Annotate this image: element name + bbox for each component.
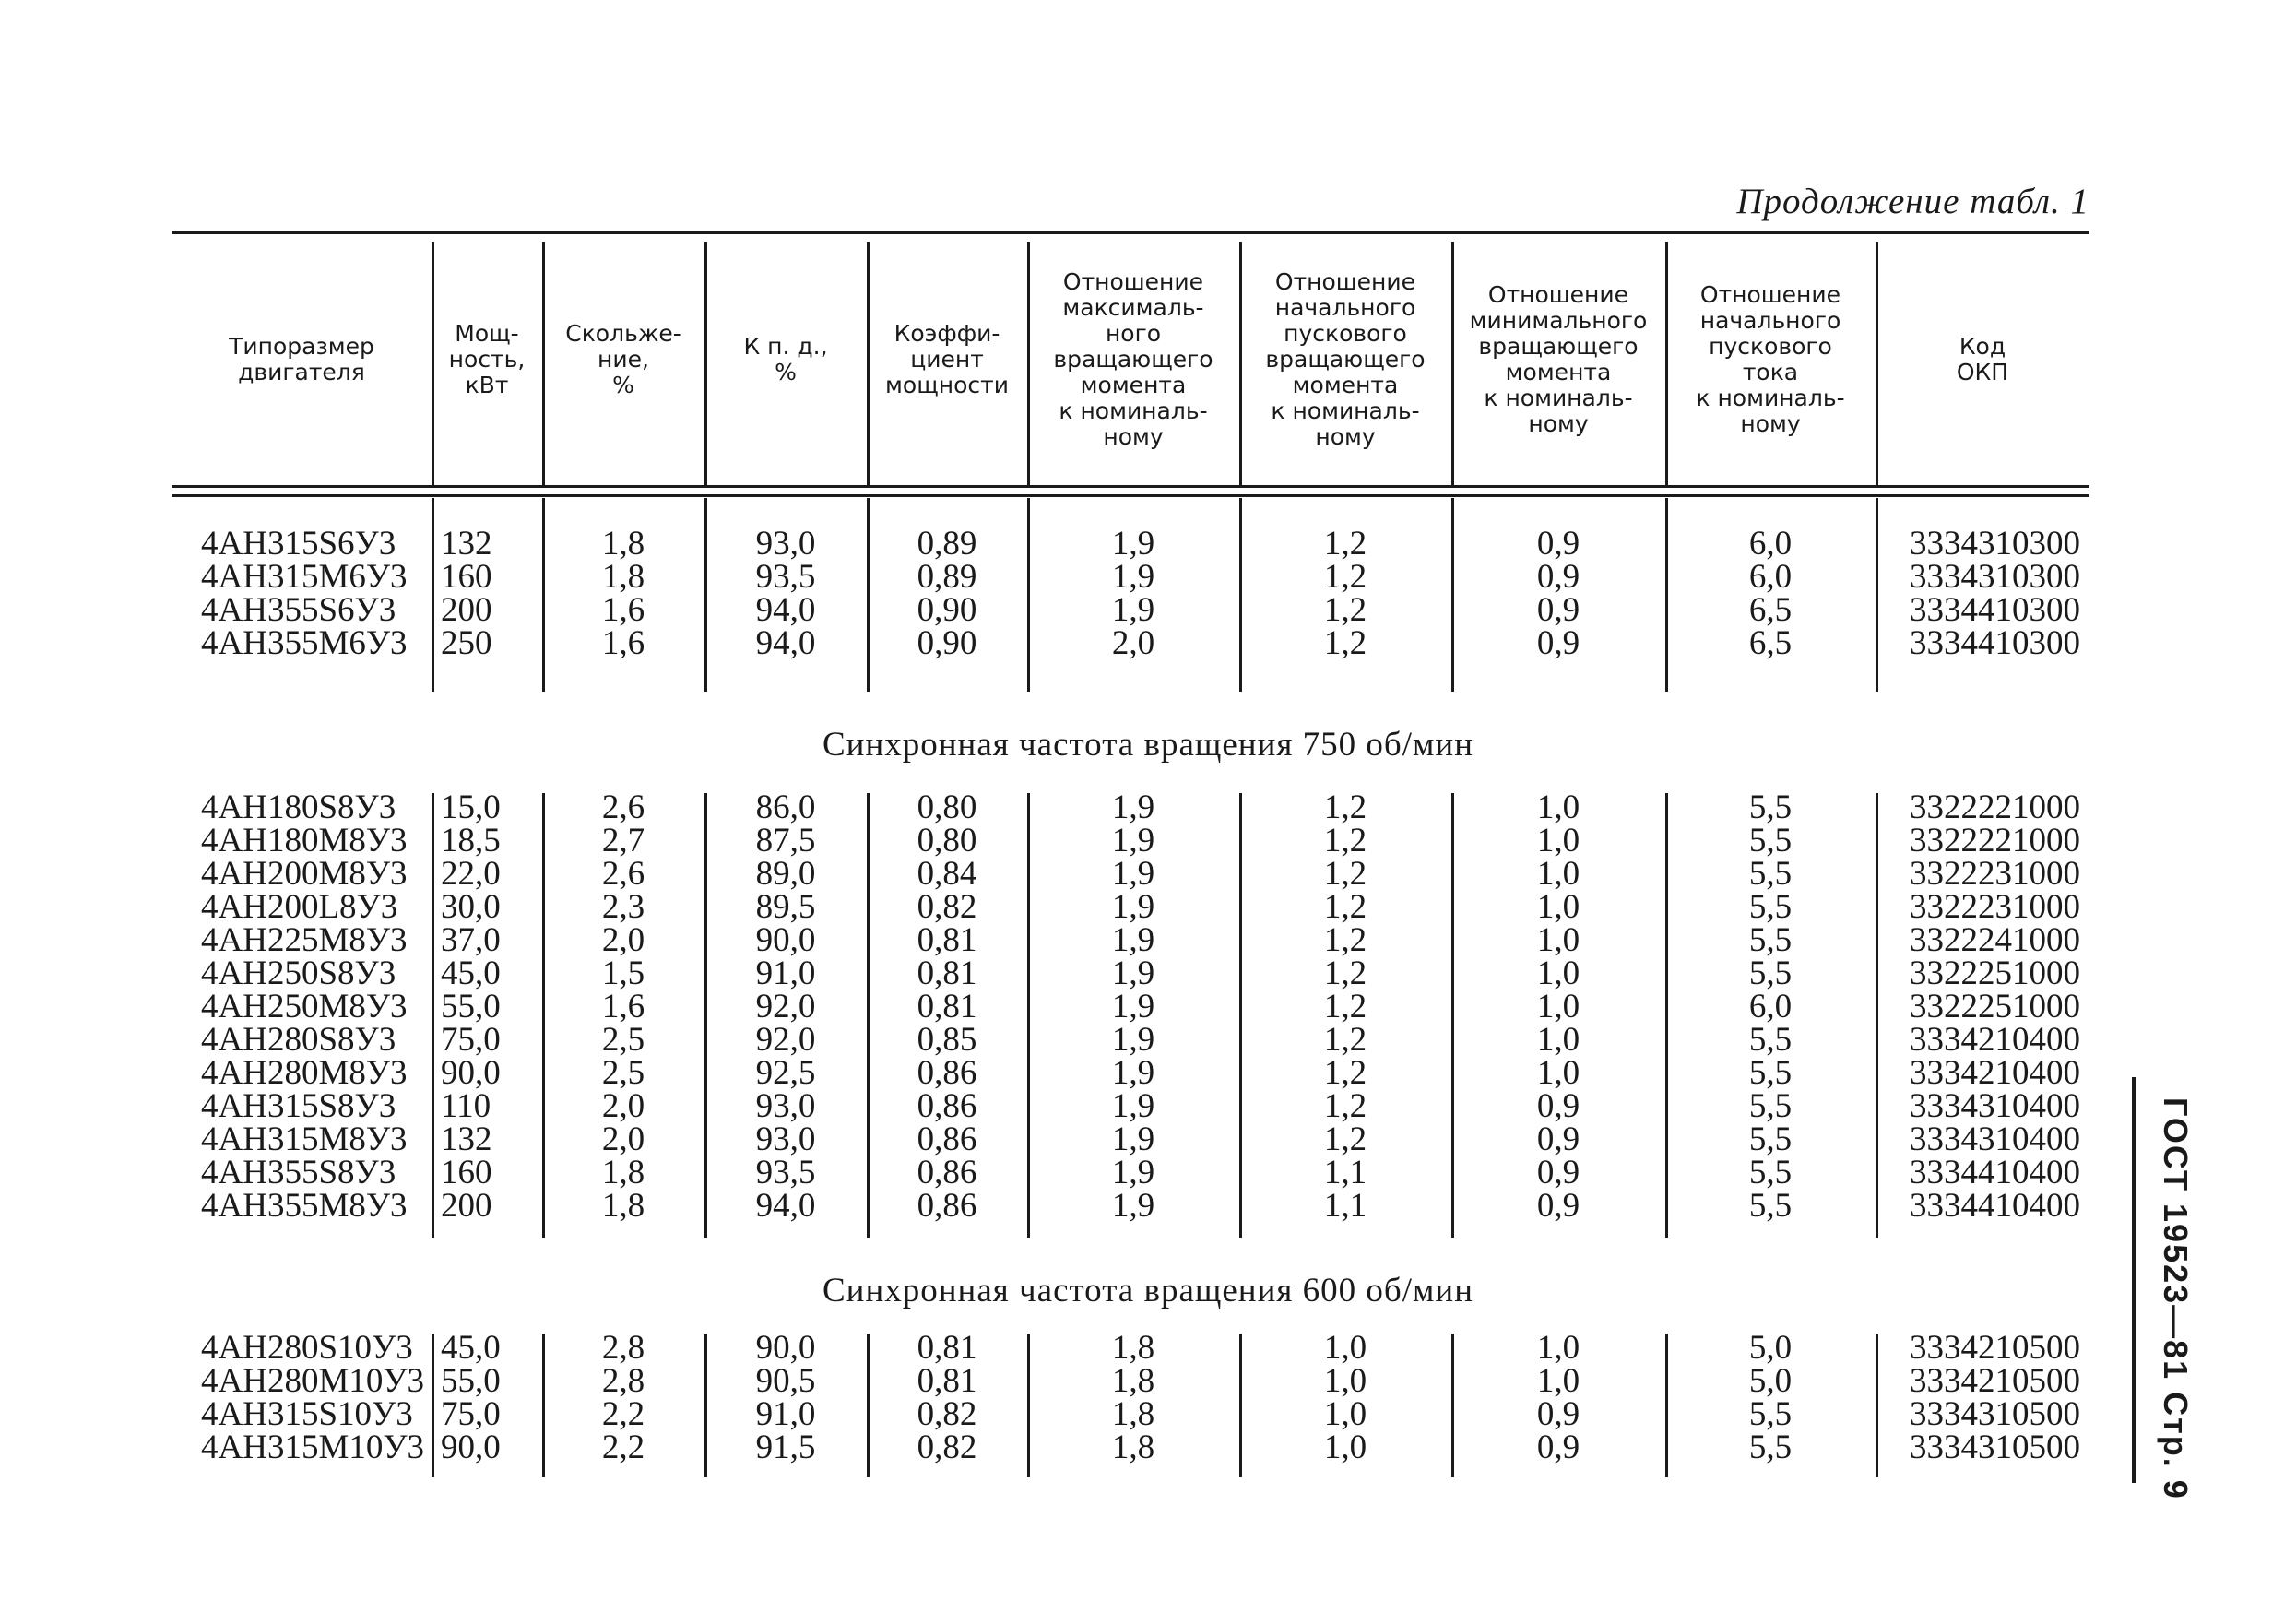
motor-type-cell: 4АН355М8У3	[201, 1187, 408, 1225]
column-divider	[1027, 793, 1030, 1238]
table-cell: 0,82	[917, 1395, 977, 1433]
table-cell: 1,2	[1323, 1054, 1367, 1092]
table-cell: 3334410300	[1910, 624, 2080, 662]
table-cell: 3322241000	[1910, 921, 2080, 959]
table-cell: 1,2	[1323, 1021, 1367, 1059]
table-cell: 5,5	[1748, 822, 1793, 859]
motor-type-cell: 4АН250S8У3	[201, 954, 396, 992]
table-cell: 1,6	[601, 591, 645, 629]
table-cell: 1,2	[1323, 954, 1367, 992]
column-divider	[1451, 793, 1454, 1238]
table-cell: 1,0	[1536, 1021, 1580, 1059]
table-cell: 1,2	[1323, 921, 1367, 959]
table-cell: 0,89	[917, 525, 977, 563]
column-header	[542, 234, 704, 485]
table-cell: 2,3	[601, 888, 645, 926]
table-cell: 89,0	[755, 855, 816, 893]
column-divider	[542, 498, 545, 692]
column-divider	[1876, 242, 1878, 485]
table-cell: 93,0	[755, 1120, 816, 1158]
table-cell: 5,5	[1748, 1021, 1793, 1059]
column-header-label: Отношение максималь- ного вращающего момента к номиналь- ному	[1053, 268, 1213, 450]
table-cell: 3334210500	[1910, 1362, 2080, 1400]
table-cell: 5,5	[1748, 888, 1793, 926]
table-cell: 132	[441, 1120, 492, 1158]
table-cell: 30,0	[441, 888, 501, 926]
table-cell: 45,0	[441, 954, 501, 992]
table-cell: 91,0	[755, 954, 816, 992]
column-header	[867, 234, 1027, 485]
column-divider	[1239, 242, 1242, 485]
table-cell: 0,9	[1536, 1187, 1580, 1225]
table-cell: 0,85	[917, 1021, 977, 1059]
column-header-label: Типоразмер двигателя	[229, 333, 374, 385]
table-cell: 2,0	[601, 1087, 645, 1125]
table-cell: 5,0	[1748, 1329, 1793, 1367]
table-cell: 200	[441, 591, 492, 629]
column-divider	[1027, 242, 1030, 485]
table-cell: 0,81	[917, 1362, 977, 1400]
table-cell: 5,5	[1748, 954, 1793, 992]
table-cell: 1,9	[1111, 1021, 1155, 1059]
table-cell: 1,2	[1323, 822, 1367, 859]
motor-type-cell: 4АН180S8У3	[201, 788, 396, 826]
column-divider	[1451, 1334, 1454, 1477]
table-cell: 3334410300	[1910, 591, 2080, 629]
table-cell: 2,6	[601, 788, 645, 826]
table-cell: 6,0	[1748, 558, 1793, 596]
table-cell: 1,0	[1536, 921, 1580, 959]
motor-type-cell: 4АН280S10У3	[201, 1329, 413, 1367]
table-cell: 1,2	[1323, 1120, 1367, 1158]
table-cell: 5,5	[1748, 1395, 1793, 1433]
table-cell: 86,0	[755, 788, 816, 826]
motor-type-cell: 4АН355S8У3	[201, 1154, 396, 1191]
table-cell: 1,9	[1111, 988, 1155, 1025]
table-cell: 3322251000	[1910, 954, 2080, 992]
column-divider	[1239, 1334, 1242, 1477]
table-cell: 2,0	[601, 1120, 645, 1158]
table-cell: 90,5	[755, 1362, 816, 1400]
gost-page-stamp	[2148, 1097, 2204, 1500]
column-header	[1239, 234, 1451, 485]
table-cell: 3334410400	[1910, 1154, 2080, 1191]
table-cell: 1,2	[1323, 888, 1367, 926]
table-cell: 200	[441, 1187, 492, 1225]
table-cell: 6,5	[1748, 591, 1793, 629]
table-cell: 0,9	[1536, 624, 1580, 662]
table-cell: 3334210400	[1910, 1021, 2080, 1059]
table-cell: 75,0	[441, 1021, 501, 1059]
table-cell: 3322231000	[1910, 888, 2080, 926]
table-cell: 90,0	[441, 1054, 501, 1092]
table-cell: 0,89	[917, 558, 977, 596]
table-cell: 37,0	[441, 921, 501, 959]
table-cell: 2,7	[601, 822, 645, 859]
column-divider	[704, 498, 707, 692]
table-cell: 22,0	[441, 855, 501, 893]
table-cell: 87,5	[755, 822, 816, 859]
table-cell: 1,8	[1111, 1428, 1155, 1466]
table-cell: 3322221000	[1910, 822, 2080, 859]
column-divider	[542, 242, 545, 485]
table-cell: 5,5	[1748, 1428, 1793, 1466]
column-divider	[1665, 793, 1668, 1238]
table-cell: 0,81	[917, 1329, 977, 1367]
table-cell: 3334310500	[1910, 1428, 2080, 1466]
motor-type-cell: 4АН315М8У3	[201, 1120, 408, 1158]
table-cell: 1,2	[1323, 855, 1367, 893]
motor-type-cell: 4АН315М6У3	[201, 558, 408, 596]
table-cell: 5,0	[1748, 1362, 1793, 1400]
column-header-label: Код ОКП	[1956, 333, 2009, 385]
column-header-label: Скольже- ние, %	[565, 320, 681, 398]
table-cell: 1,8	[601, 558, 645, 596]
table-cell: 94,0	[755, 1187, 816, 1225]
table-cell: 0,9	[1536, 1154, 1580, 1191]
table-cell: 90,0	[755, 1329, 816, 1367]
column-divider	[704, 793, 707, 1238]
column-divider	[704, 1334, 707, 1477]
table-cell: 55,0	[441, 1362, 501, 1400]
table-cell: 132	[441, 525, 492, 563]
table-cell: 2,2	[601, 1428, 645, 1466]
table-cell: 92,5	[755, 1054, 816, 1092]
table-cell: 160	[441, 1154, 492, 1191]
column-header-label: Отношение минимального вращающего момента к номиналь- ному	[1469, 281, 1648, 437]
column-header-label: Коэффи- циент мощности	[885, 320, 1009, 398]
table-cell: 1,9	[1111, 788, 1155, 826]
table-cell: 2,8	[601, 1362, 645, 1400]
table-cell: 1,0	[1536, 1329, 1580, 1367]
table-cell: 0,9	[1536, 525, 1580, 563]
table-cell: 0,80	[917, 788, 977, 826]
table-cell: 0,9	[1536, 1120, 1580, 1158]
section-title: Синхронная частота вращения 600 об/мин	[822, 1272, 1474, 1310]
column-divider	[1876, 793, 1878, 1238]
column-header	[432, 234, 542, 485]
motor-type-cell: 4АН250М8У3	[201, 988, 408, 1025]
table-cell: 1,9	[1111, 822, 1155, 859]
table-cell: 0,81	[917, 921, 977, 959]
column-header-label: Мощ- ность, кВт	[448, 320, 526, 398]
column-divider	[432, 1334, 434, 1477]
table-cell: 3334310300	[1910, 558, 2080, 596]
table-cell: 1,0	[1536, 1362, 1580, 1400]
table-cell: 93,5	[755, 558, 816, 596]
table-cell: 2,5	[601, 1021, 645, 1059]
table-cell: 0,81	[917, 954, 977, 992]
table-cell: 1,0	[1536, 888, 1580, 926]
table-cell: 1,2	[1323, 525, 1367, 563]
table-cell: 93,5	[755, 1154, 816, 1191]
table-cell: 2,6	[601, 855, 645, 893]
table-cell: 1,0	[1536, 855, 1580, 893]
table-cell: 1,9	[1111, 954, 1155, 992]
table-cell: 55,0	[441, 988, 501, 1025]
table-cell: 1,2	[1323, 988, 1367, 1025]
table-cell: 1,6	[601, 988, 645, 1025]
table-cell: 3334310400	[1910, 1120, 2080, 1158]
column-divider	[432, 793, 434, 1238]
table-cell: 92,0	[755, 988, 816, 1025]
table-cell: 0,80	[917, 822, 977, 859]
table-cell: 1,1	[1323, 1187, 1367, 1225]
column-divider	[542, 1334, 545, 1477]
column-divider	[542, 793, 545, 1238]
table-cell: 1,8	[1111, 1329, 1155, 1367]
table-cell: 94,0	[755, 591, 816, 629]
table-cell: 0,84	[917, 855, 977, 893]
column-divider	[432, 498, 434, 692]
table-cell: 6,0	[1748, 525, 1793, 563]
continuation-caption: Продолжение табл. 1	[1736, 182, 2089, 221]
column-divider	[704, 242, 707, 485]
table-cell: 250	[441, 624, 492, 662]
motor-type-cell: 4АН280S8У3	[201, 1021, 396, 1059]
table-cell: 3322231000	[1910, 855, 2080, 893]
table-cell: 0,86	[917, 1154, 977, 1191]
column-header	[1876, 234, 2089, 485]
table-cell: 0,86	[917, 1120, 977, 1158]
table-cell: 2,2	[601, 1395, 645, 1433]
table-cell: 0,90	[917, 591, 977, 629]
header-rule	[172, 485, 2089, 488]
table-cell: 1,8	[601, 1187, 645, 1225]
table-cell: 1,1	[1323, 1154, 1367, 1191]
table-cell: 1,0	[1323, 1395, 1367, 1433]
table-cell: 1,2	[1323, 591, 1367, 629]
table-cell: 1,8	[601, 525, 645, 563]
table-cell: 0,81	[917, 988, 977, 1025]
table-cell: 0,86	[917, 1187, 977, 1225]
table-cell: 45,0	[441, 1329, 501, 1367]
table-cell: 1,8	[1111, 1395, 1155, 1433]
table-cell: 94,0	[755, 624, 816, 662]
motor-type-cell: 4АН315S8У3	[201, 1087, 396, 1125]
section-title: Синхронная частота вращения 750 об/мин	[822, 726, 1474, 764]
table-cell: 1,0	[1536, 788, 1580, 826]
table-cell: 5,5	[1748, 1087, 1793, 1125]
column-header	[1665, 234, 1876, 485]
column-divider	[867, 1334, 870, 1477]
column-divider	[1027, 498, 1030, 692]
table-cell: 1,0	[1323, 1428, 1367, 1466]
table-cell: 5,5	[1748, 1120, 1793, 1158]
table-cell: 1,0	[1536, 1054, 1580, 1092]
table-cell: 90,0	[441, 1428, 501, 1466]
table-cell: 1,9	[1111, 855, 1155, 893]
column-header	[704, 234, 867, 485]
motor-type-cell: 4АН200L8У3	[201, 888, 398, 926]
gost-page-stamp-text: ГОСТ 19523—81 Стр. 9	[2157, 1097, 2195, 1500]
table-cell: 2,8	[601, 1329, 645, 1367]
table-cell: 3334410400	[1910, 1187, 2080, 1225]
table-cell: 5,5	[1748, 1054, 1793, 1092]
table-cell: 1,9	[1111, 525, 1155, 563]
table-cell: 1,2	[1323, 624, 1367, 662]
table-cell: 89,5	[755, 888, 816, 926]
table-cell: 3334310300	[1910, 525, 2080, 563]
column-header-label: К п. д., %	[743, 333, 828, 385]
table-cell: 90,0	[755, 921, 816, 959]
column-divider	[1665, 242, 1668, 485]
motor-type-cell: 4АН200М8У3	[201, 855, 408, 893]
column-divider	[1876, 498, 1878, 692]
table-cell: 0,86	[917, 1087, 977, 1125]
column-divider	[1027, 1334, 1030, 1477]
motor-type-cell: 4АН280М10У3	[201, 1362, 425, 1400]
table-cell: 0,86	[917, 1054, 977, 1092]
table-cell: 0,9	[1536, 1395, 1580, 1433]
table-cell: 1,9	[1111, 921, 1155, 959]
table-cell: 5,5	[1748, 1154, 1793, 1191]
table-cell: 2,0	[601, 921, 645, 959]
table-cell: 3334210500	[1910, 1329, 2080, 1367]
column-divider	[867, 498, 870, 692]
table-cell: 3322221000	[1910, 788, 2080, 826]
table-cell: 5,5	[1748, 1187, 1793, 1225]
table-cell: 0,9	[1536, 1087, 1580, 1125]
motor-type-cell: 4АН355М6У3	[201, 624, 408, 662]
table-cell: 1,2	[1323, 1087, 1367, 1125]
column-divider	[1451, 242, 1454, 485]
table-cell: 1,9	[1111, 1187, 1155, 1225]
table-cell: 75,0	[441, 1395, 501, 1433]
motor-type-cell: 4АН315М10У3	[201, 1428, 425, 1466]
gost-stamp-line	[2132, 1077, 2136, 1483]
table-cell: 0,9	[1536, 591, 1580, 629]
table-cell: 1,5	[601, 954, 645, 992]
table-cell: 110	[441, 1087, 491, 1125]
table-cell: 15,0	[441, 788, 501, 826]
header-rule	[172, 494, 2089, 497]
table-cell: 1,8	[601, 1154, 645, 1191]
table-cell: 91,5	[755, 1428, 816, 1466]
table-cell: 0,82	[917, 1428, 977, 1466]
column-divider	[1239, 793, 1242, 1238]
column-header	[1451, 234, 1665, 485]
table-cell: 1,9	[1111, 1054, 1155, 1092]
table-cell: 1,0	[1536, 988, 1580, 1025]
table-cell: 1,8	[1111, 1362, 1155, 1400]
table-cell: 160	[441, 558, 492, 596]
table-cell: 5,5	[1748, 921, 1793, 959]
table-cell: 1,0	[1323, 1362, 1367, 1400]
column-divider	[867, 793, 870, 1238]
table-cell: 93,0	[755, 1087, 816, 1125]
table-cell: 1,9	[1111, 1154, 1155, 1191]
table-cell: 5,5	[1748, 855, 1793, 893]
column-divider	[867, 242, 870, 485]
table-cell: 91,0	[755, 1395, 816, 1433]
table-cell: 3334210400	[1910, 1054, 2080, 1092]
column-divider	[1876, 1334, 1878, 1477]
table-cell: 2,0	[1111, 624, 1155, 662]
table-cell: 6,0	[1748, 988, 1793, 1025]
table-cell: 5,5	[1748, 788, 1793, 826]
table-cell: 93,0	[755, 525, 816, 563]
table-cell: 1,6	[601, 624, 645, 662]
table-cell: 1,9	[1111, 1120, 1155, 1158]
table-cell: 1,9	[1111, 558, 1155, 596]
table-cell: 1,0	[1536, 954, 1580, 992]
table-cell: 1,0	[1536, 822, 1580, 859]
table-cell: 0,82	[917, 888, 977, 926]
motor-type-cell: 4АН315S6У3	[201, 525, 396, 563]
motor-type-cell: 4АН225М8У3	[201, 921, 408, 959]
table-cell: 1,0	[1323, 1329, 1367, 1367]
column-divider	[432, 242, 434, 485]
table-cell: 1,9	[1111, 591, 1155, 629]
column-divider	[1665, 498, 1668, 692]
table-cell: 1,2	[1323, 558, 1367, 596]
table-cell: 1,2	[1323, 788, 1367, 826]
table-cell: 1,9	[1111, 1087, 1155, 1125]
table-cell: 2,5	[601, 1054, 645, 1092]
column-divider	[1665, 1334, 1668, 1477]
column-divider	[1239, 498, 1242, 692]
column-header-label: Отношение начального пускового тока к номиналь- ному	[1696, 281, 1845, 437]
table-cell: 3334310500	[1910, 1395, 2080, 1433]
table-cell: 18,5	[441, 822, 501, 859]
table-cell: 0,90	[917, 624, 977, 662]
motor-type-cell: 4АН280М8У3	[201, 1054, 408, 1092]
column-header	[172, 234, 432, 485]
motor-type-cell: 4АН315S10У3	[201, 1395, 413, 1433]
table-cell: 0,9	[1536, 1428, 1580, 1466]
table-cell: 92,0	[755, 1021, 816, 1059]
column-header-label: Отношение начального пускового вращающего момента к номиналь- ному	[1265, 268, 1426, 450]
table-cell: 0,9	[1536, 558, 1580, 596]
table-cell: 1,9	[1111, 888, 1155, 926]
table-cell: 3322251000	[1910, 988, 2080, 1025]
table-cell: 3334310400	[1910, 1087, 2080, 1125]
motor-type-cell: 4АН180М8У3	[201, 822, 408, 859]
column-divider	[1451, 498, 1454, 692]
motor-type-cell: 4АН355S6У3	[201, 591, 396, 629]
table-cell: 6,5	[1748, 624, 1793, 662]
column-header	[1027, 234, 1239, 485]
